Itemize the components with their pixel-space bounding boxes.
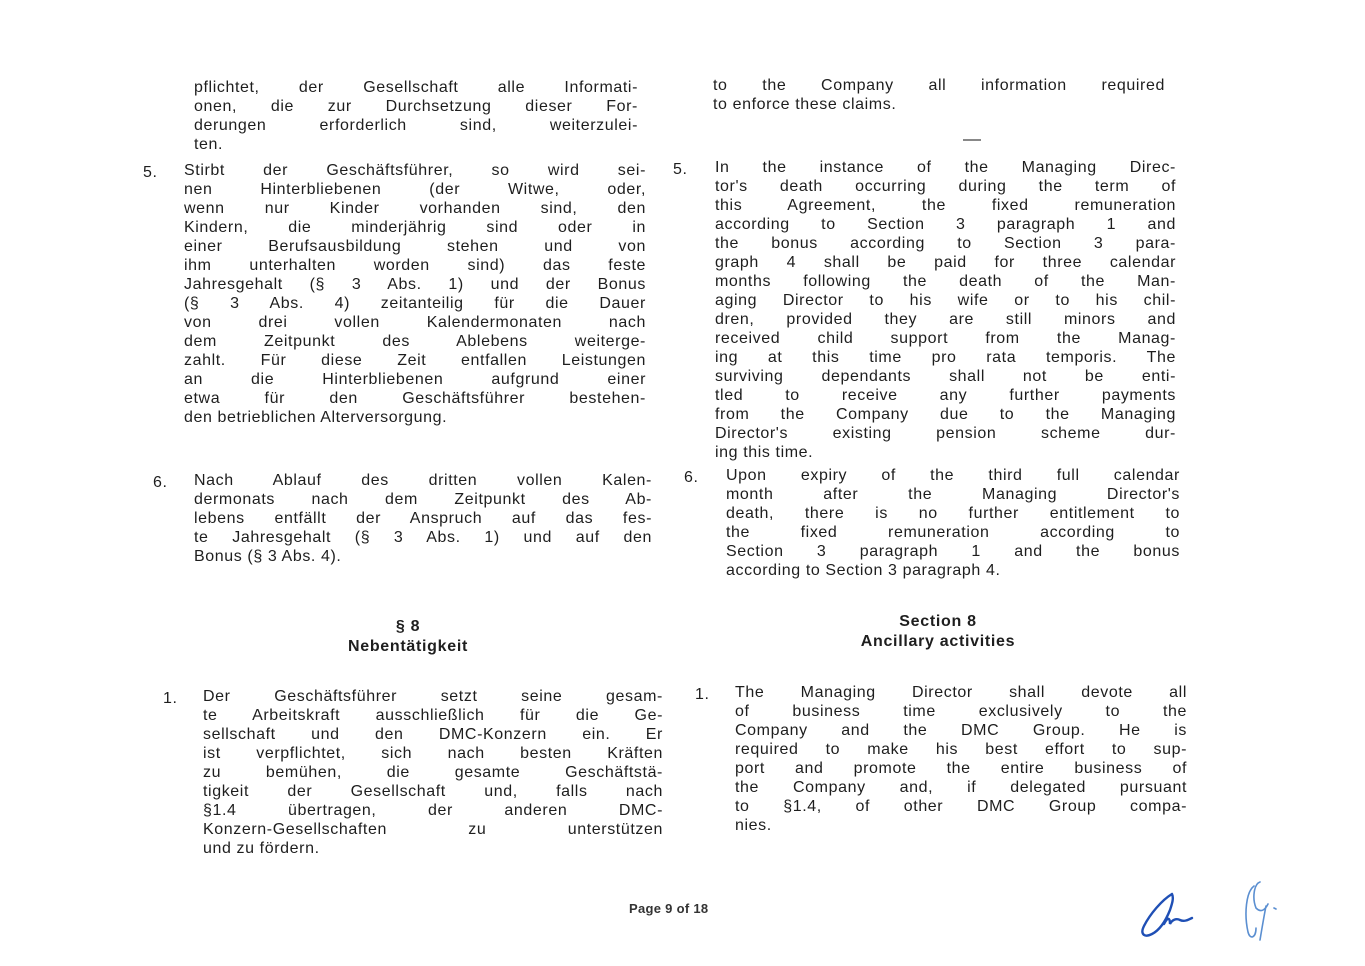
english-section-title: Ancillary activities bbox=[860, 633, 1016, 650]
text-line: months following the death of the Man- bbox=[715, 273, 1176, 290]
german-section-number: § 8 bbox=[395, 618, 421, 635]
text-line: nen Hinterbliebenen (der Witwe, oder, bbox=[184, 181, 646, 198]
text-line: the bonus according to Section 3 para- bbox=[715, 235, 1176, 252]
text-line: The Managing Director shall devote all bbox=[735, 684, 1187, 701]
english-item6-text bbox=[726, 466, 1180, 580]
text-line: te Arbeitskraft ausschließlich für die Ge- bbox=[203, 707, 663, 724]
text-line: Konzern-Gesellschaften zu unterstützen bbox=[203, 821, 663, 838]
text-line: the Company and, if delegated pursuant bbox=[735, 779, 1187, 796]
german-item5-number: 5. bbox=[143, 164, 158, 181]
text-line: sellschaft und den DMC-Konzern ein. Er bbox=[203, 726, 663, 743]
text-line: to §1.4, of other DMC Group compa- bbox=[735, 798, 1187, 815]
text-line: zahlt. Für diese Zeit entfallen Leistungen bbox=[184, 352, 646, 369]
german-item6-text bbox=[194, 471, 652, 566]
english-item6-number: 6. bbox=[684, 469, 699, 486]
text-line: Director's existing pension scheme dur- bbox=[715, 425, 1176, 442]
text-line: ing this time. bbox=[715, 444, 814, 461]
english-s8-item1-number: 1. bbox=[695, 686, 710, 703]
text-line: Kindern, die minderjährig sind oder in bbox=[184, 219, 646, 236]
text-line: an die Hinterbliebenen aufgrund einer bbox=[184, 371, 646, 388]
text-line: §1.4 übertragen, der anderen DMC- bbox=[203, 802, 663, 819]
text-line: death, there is no further entitlement to bbox=[726, 505, 1180, 522]
text-line: Company and the DMC Group. He is bbox=[735, 722, 1187, 739]
text-line: surviving dependants shall not be enti- bbox=[715, 368, 1176, 385]
signature-stroke bbox=[1142, 894, 1192, 936]
text-line: aging Director to his wife or to his chil- bbox=[715, 292, 1176, 309]
german-continuation bbox=[194, 78, 638, 154]
text-line: einer Berufsausbildung stehen und von bbox=[184, 238, 646, 255]
german-item5-text bbox=[184, 161, 646, 427]
english-item5-number: 5. bbox=[673, 161, 688, 178]
text-line: tor's death occurring during the term of bbox=[715, 178, 1176, 195]
text-line: Der Geschäftsführer setzt seine gesam- bbox=[203, 688, 663, 705]
initials-signature-2 bbox=[1240, 878, 1280, 944]
text-line: ten. bbox=[194, 136, 224, 153]
scan-artifact bbox=[963, 139, 981, 141]
text-line: lebens entfällt der Anspruch auf das fes- bbox=[194, 510, 652, 527]
initials-signature-1 bbox=[1140, 890, 1200, 942]
german-item6-number: 6. bbox=[153, 474, 168, 491]
text-line: required to make his best effort to sup- bbox=[735, 741, 1187, 758]
english-s8-item1-text bbox=[735, 683, 1187, 835]
text-line: wenn nur Kinder vorhanden sind, den bbox=[184, 200, 646, 217]
text-line: etwa für den Geschäftsführer bestehen- bbox=[184, 390, 646, 407]
text-line: nies. bbox=[735, 817, 772, 834]
text-line: zu bemühen, die gesamte Geschäftstä- bbox=[203, 764, 663, 781]
text-line: according to Section 3 paragraph 4. bbox=[726, 562, 1001, 579]
text-line: dren, provided they are still minors and bbox=[715, 311, 1176, 328]
text-line: te Jahresgehalt (§ 3 Abs. 1) und auf den bbox=[194, 529, 652, 546]
text-line: dermonats nach dem Zeitpunkt des Ab- bbox=[194, 491, 652, 508]
text-line: In the instance of the Managing Direc- bbox=[715, 159, 1176, 176]
text-line: tigkeit der Gesellschaft und, falls nach bbox=[203, 783, 663, 800]
text-line: ist verpflichtet, sich nach besten Kräften bbox=[203, 745, 663, 762]
text-line: ihm unterhalten worden sind) das feste bbox=[184, 257, 646, 274]
text-line: Nach Ablauf des dritten vollen Kalen- bbox=[194, 472, 652, 489]
text-line: tled to receive any further payments bbox=[715, 387, 1176, 404]
text-line: den betrieblichen Alterversorgung. bbox=[184, 409, 448, 426]
german-s8-item1-number: 1. bbox=[163, 690, 178, 707]
text-line: (§ 3 Abs. 4) zeitanteilig für die Dauer bbox=[184, 295, 646, 312]
text-line: this Agreement, the fixed remuneration bbox=[715, 197, 1176, 214]
text-line: und zu fördern. bbox=[203, 840, 320, 857]
text-line: von drei vollen Kalendermonaten nach bbox=[184, 314, 646, 331]
text-line: derungen erforderlich sind, weiterzulei- bbox=[194, 117, 638, 134]
text-line: Section 3 paragraph 1 and the bonus bbox=[726, 543, 1180, 560]
signature-stroke bbox=[1246, 882, 1276, 940]
english-section-number: Section 8 bbox=[899, 613, 977, 630]
text-line: onen, die zur Durchsetzung dieser For- bbox=[194, 98, 638, 115]
text-line: pflichtet, der Gesellschaft alle Informati- bbox=[194, 79, 638, 96]
german-section-title: Nebentätigkeit bbox=[347, 638, 469, 655]
text-line: dem Zeitpunkt des Ablebens weiterge- bbox=[184, 333, 646, 350]
text-line: from the Company due to the Managing bbox=[715, 406, 1176, 423]
text-line: the fixed remuneration according to bbox=[726, 524, 1180, 541]
text-line: Stirbt der Geschäftsführer, so wird sei- bbox=[184, 162, 646, 179]
english-continuation bbox=[713, 76, 1165, 114]
english-section-heading bbox=[820, 612, 1056, 652]
text-line: according to Section 3 paragraph 1 and bbox=[715, 216, 1176, 233]
english-item5-text bbox=[715, 158, 1176, 462]
page-number: Page 9 of 18 bbox=[629, 901, 709, 916]
text-line: ing at this time pro rata temporis. The bbox=[715, 349, 1176, 366]
text-line: Jahresgehalt (§ 3 Abs. 1) und der Bonus bbox=[184, 276, 646, 293]
text-line: port and promote the entire business of bbox=[735, 760, 1187, 777]
text-line: Bonus (§ 3 Abs. 4). bbox=[194, 548, 342, 565]
text-line: received child support from the Manag- bbox=[715, 330, 1176, 347]
german-section-heading bbox=[300, 617, 516, 657]
text-line: to enforce these claims. bbox=[713, 96, 897, 113]
text-line: Upon expiry of the third full calendar bbox=[726, 467, 1180, 484]
german-s8-item1-text bbox=[203, 687, 663, 858]
text-line: to the Company all information required bbox=[713, 77, 1165, 94]
text-line: graph 4 shall be paid for three calendar bbox=[715, 254, 1176, 271]
text-line: of business time exclusively to the bbox=[735, 703, 1187, 720]
text-line: month after the Managing Director's bbox=[726, 486, 1180, 503]
